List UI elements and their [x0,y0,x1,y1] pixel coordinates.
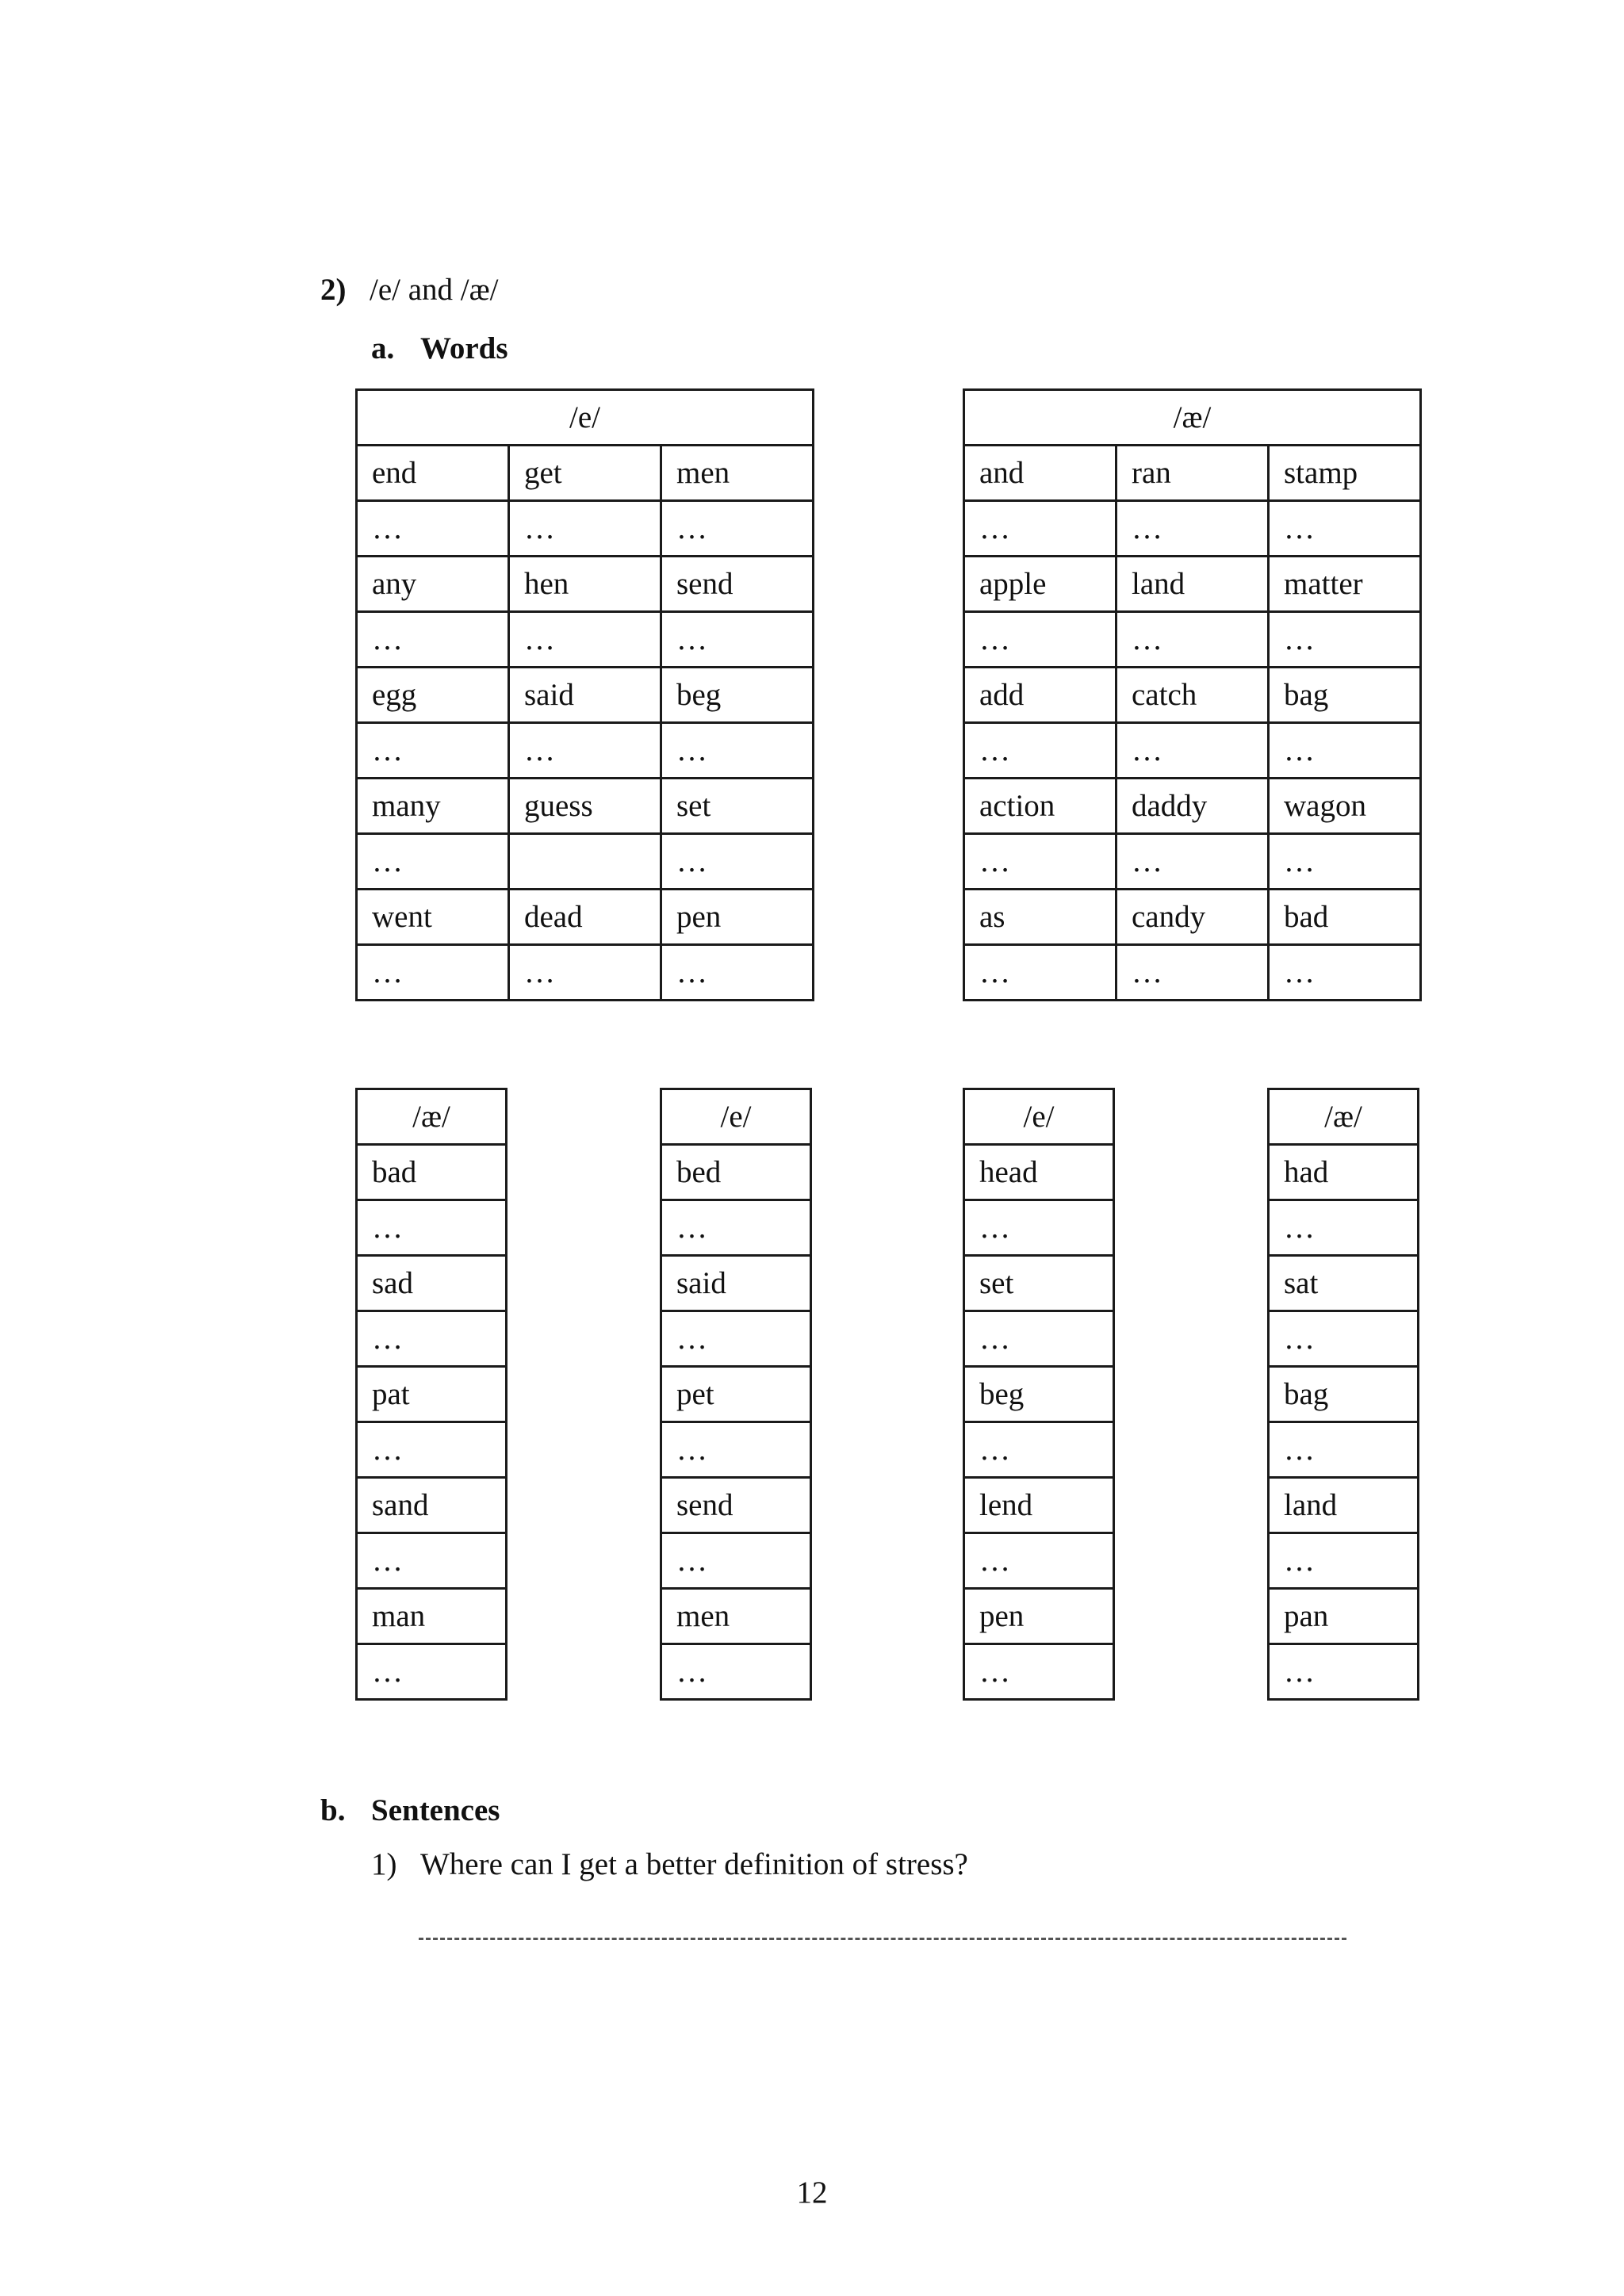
word-cell: … [661,612,814,668]
word-cell: men [661,1589,811,1644]
table-row [661,1589,811,1644]
table-row [357,557,814,612]
table-row [964,1478,1114,1533]
word-cell: bag [1269,668,1421,723]
word-cell: … [509,612,661,668]
word-cell: said [661,1256,811,1311]
column-header: /æ/ [1269,1089,1419,1145]
word-cell: … [1116,501,1269,557]
word-cell: … [357,1200,507,1256]
word-cell: beg [964,1367,1114,1422]
table-row [661,1533,811,1589]
word-cell: … [357,1644,507,1700]
word-cell: … [661,1422,811,1478]
table-row [964,1200,1114,1256]
word-cell: … [357,501,509,557]
table-row [661,1145,811,1200]
table-row [357,1200,507,1256]
table-row [1269,1478,1419,1533]
table-row [661,1367,811,1422]
table-row [964,1256,1114,1311]
word-cell: … [509,723,661,779]
word-cell: apple [964,557,1116,612]
word-cell: daddy [1116,779,1269,834]
table-row [964,834,1421,890]
word-cell: … [964,1311,1114,1367]
table-row [357,779,814,834]
table-row [357,890,814,945]
table-row [357,446,814,501]
table-row [1269,1311,1419,1367]
word-cell: set [661,779,814,834]
table-row [357,668,814,723]
word-cell: dead [509,890,661,945]
answer-line[interactable] [419,1938,1346,1940]
table-row [357,1422,507,1478]
word-cell: … [1269,1200,1419,1256]
word-cell: pen [964,1589,1114,1644]
word-cell: … [1116,723,1269,779]
table-row [964,1644,1114,1700]
table-row [357,945,814,1001]
table-e-header: /e/ [357,390,814,446]
word-cell: many [357,779,509,834]
word-cell: … [1269,501,1421,557]
column-header: /æ/ [357,1089,507,1145]
word-cell: send [661,557,814,612]
word-cell: … [357,834,509,890]
word-cell: … [1269,612,1421,668]
word-cell: pen [661,890,814,945]
word-cell: as [964,890,1116,945]
section-number: 2) [320,273,347,307]
word-cell: … [964,1533,1114,1589]
table-ae-header: /æ/ [964,390,1421,446]
word-cell: end [357,446,509,501]
word-cell: land [1269,1478,1419,1533]
table-row [357,1644,507,1700]
word-cell: sad [357,1256,507,1311]
word-cell: sat [1269,1256,1419,1311]
table-row [1269,1200,1419,1256]
word-cell: catch [1116,668,1269,723]
column-table-1 [355,1088,508,1701]
table-row [357,612,814,668]
table-row [1269,1533,1419,1589]
word-cell: pan [1269,1589,1419,1644]
section-title: /e/ and /æ/ [370,273,499,307]
word-cell: lend [964,1478,1114,1533]
table-row [964,723,1421,779]
word-cell: … [357,612,509,668]
word-cell: head [964,1145,1114,1200]
word-cell: had [1269,1145,1419,1200]
table-row [964,668,1421,723]
table-row [357,1311,507,1367]
column-table-3 [963,1088,1115,1701]
word-cell: sand [357,1478,507,1533]
word-cell: … [661,1311,811,1367]
column-header: /e/ [661,1089,811,1145]
column-header: /e/ [964,1089,1114,1145]
page-number: 12 [796,2175,828,2210]
word-cell: pet [661,1367,811,1422]
word-cell: … [964,723,1116,779]
table-row [1269,1256,1419,1311]
word-cell: send [661,1478,811,1533]
words-label: a. [371,331,395,365]
table-row [964,1422,1114,1478]
word-cell: … [1269,834,1421,890]
word-cell [509,834,661,890]
word-cell: men [661,446,814,501]
word-cell: any [357,557,509,612]
word-cell: and [964,446,1116,501]
word-cell: … [1269,723,1421,779]
word-cell: … [509,501,661,557]
table-row [357,1533,507,1589]
word-cell: … [1269,1311,1419,1367]
word-cell: … [964,1422,1114,1478]
word-cell: … [661,501,814,557]
table-row [964,1367,1114,1422]
table-row [357,834,814,890]
word-cell: … [357,945,509,1001]
word-cell: action [964,779,1116,834]
table-row [357,1367,507,1422]
table-row [964,1589,1114,1644]
column-table-4 [1267,1088,1419,1701]
words-title: Words [420,331,508,365]
word-cell: bag [1269,1367,1419,1422]
table-row [357,723,814,779]
table-e-words [355,388,814,1001]
table-row [964,612,1421,668]
table-row [964,446,1421,501]
table-row [661,1422,811,1478]
word-cell: stamp [1269,446,1421,501]
sentences-title: Sentences [371,1793,500,1827]
word-cell: … [964,612,1116,668]
table-row [964,1311,1114,1367]
table-row [964,1533,1114,1589]
table-row [357,1145,507,1200]
word-cell: pat [357,1367,507,1422]
word-cell: … [964,834,1116,890]
table-ae-words [963,388,1422,1001]
word-cell: guess [509,779,661,834]
table-row [1269,1367,1419,1422]
word-cell: … [1116,612,1269,668]
word-cell: bad [357,1145,507,1200]
word-cell: … [357,723,509,779]
table-row [1269,1145,1419,1200]
word-cell: matter [1269,557,1421,612]
word-cell: egg [357,668,509,723]
word-cell: … [509,945,661,1001]
sentence-text: Where can I get a better definition of stress? [420,1847,968,1881]
table-row [357,1589,507,1644]
column-table-2 [660,1088,812,1701]
word-cell: … [1269,1422,1419,1478]
word-cell: land [1116,557,1269,612]
word-cell: … [964,501,1116,557]
table-row [661,1311,811,1367]
word-cell: get [509,446,661,501]
word-cell: … [357,1311,507,1367]
word-cell: … [661,723,814,779]
word-cell: … [661,1200,811,1256]
sentences-label: b. [320,1793,346,1827]
word-cell: candy [1116,890,1269,945]
word-cell: … [1116,945,1269,1001]
table-row [661,1200,811,1256]
table-row [661,1478,811,1533]
word-cell: … [661,834,814,890]
word-cell: man [357,1589,507,1644]
word-cell: … [1116,834,1269,890]
table-row [661,1644,811,1700]
word-cell: add [964,668,1116,723]
word-cell: bad [1269,890,1421,945]
table-row [357,1478,507,1533]
word-cell: wagon [1269,779,1421,834]
table-row [357,1256,507,1311]
table-row [357,501,814,557]
sentence-number: 1) [371,1847,397,1881]
word-cell: … [964,945,1116,1001]
word-cell: bed [661,1145,811,1200]
word-cell: beg [661,668,814,723]
word-cell: … [357,1422,507,1478]
word-cell: went [357,890,509,945]
word-cell: ran [1116,446,1269,501]
word-cell: … [661,1533,811,1589]
word-cell: … [964,1644,1114,1700]
word-cell: … [1269,1644,1419,1700]
word-cell: … [964,1200,1114,1256]
table-row [1269,1422,1419,1478]
table-row [964,557,1421,612]
table-row [964,1145,1114,1200]
word-cell: … [1269,945,1421,1001]
word-cell: … [1269,1533,1419,1589]
word-cell: said [509,668,661,723]
table-row [964,890,1421,945]
word-cell: … [661,1644,811,1700]
table-row [964,501,1421,557]
word-cell: … [661,945,814,1001]
table-row [1269,1589,1419,1644]
table-row [964,945,1421,1001]
table-row [1269,1644,1419,1700]
table-row [661,1256,811,1311]
word-cell: hen [509,557,661,612]
table-row [964,779,1421,834]
word-cell: set [964,1256,1114,1311]
word-cell: … [357,1533,507,1589]
